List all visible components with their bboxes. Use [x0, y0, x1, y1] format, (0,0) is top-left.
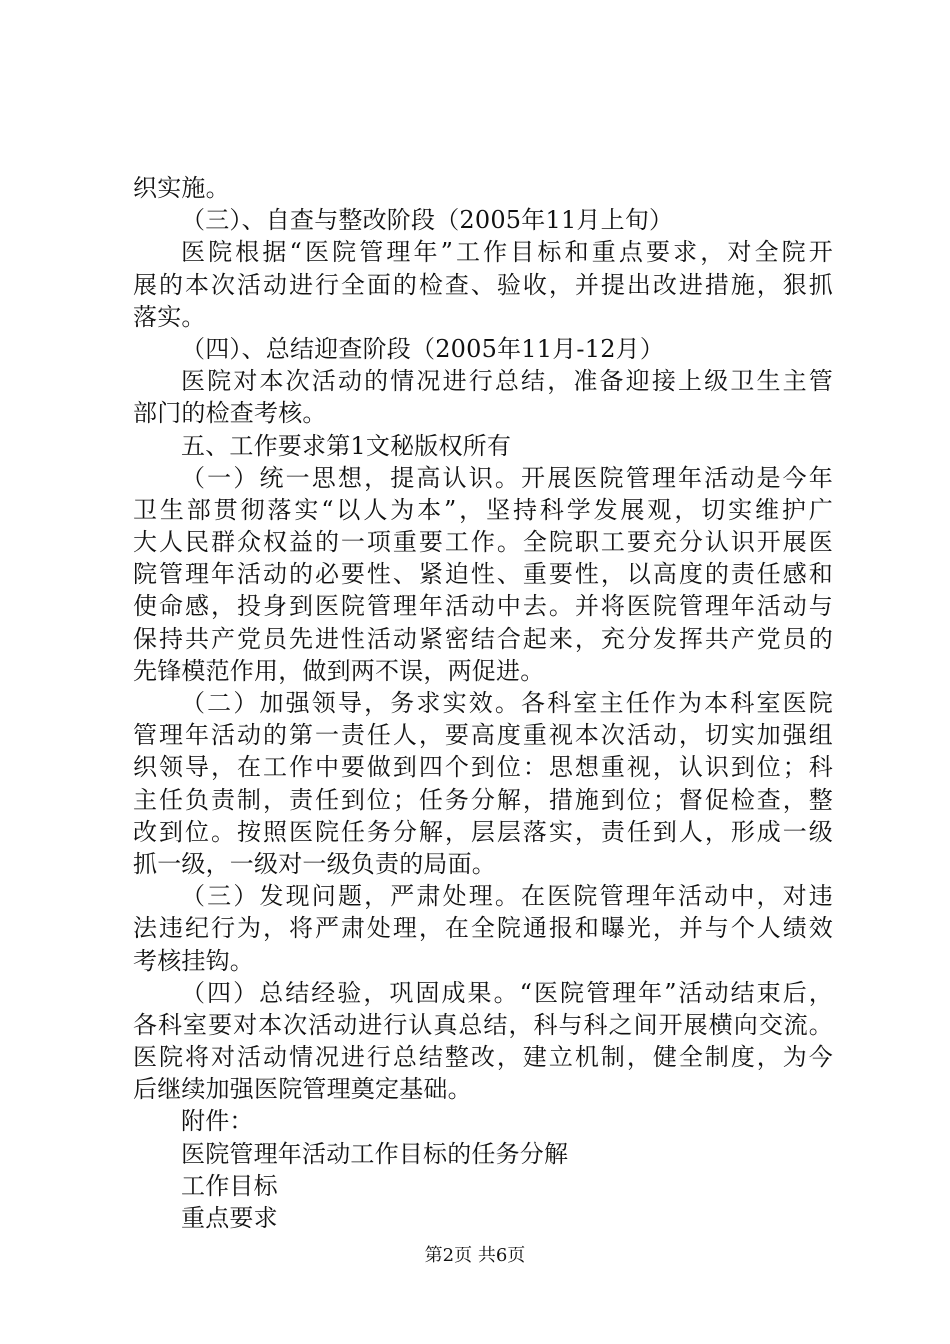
- text-line: 落实。: [133, 302, 206, 331]
- page-footer: 第2页 共6页: [424, 1245, 526, 1266]
- text-line: 医院根据“医院管理年”工作目标和重点要求，对全院开: [181, 238, 833, 267]
- text-line: 后继续加强医院管理奠定基础。: [133, 1075, 472, 1104]
- document-body: [133, 172, 833, 1234]
- text-line: 抓一级，一级对一级负责的局面。: [133, 849, 496, 878]
- text-line: 医院将对活动情况进行总结整改，建立机制，健全制度，为今: [133, 1043, 833, 1072]
- text-line: （四）总结经验，巩固成果。“医院管理年”活动结束后，: [181, 978, 833, 1007]
- text-line: 展的本次活动进行全面的检查、验收，并提出改进措施，狠抓: [133, 270, 833, 299]
- text-line: 考核挂钩。: [133, 946, 254, 975]
- text-line: 织领导，在工作中要做到四个到位：思想重视，认识到位；科: [133, 753, 833, 782]
- text-line: 院管理年活动的必要性、紧迫性、重要性，以高度的责任感和: [133, 560, 833, 589]
- text-line: （三）发现问题，严肃处理。在医院管理年活动中，对违: [181, 882, 833, 911]
- text-line: 法违纪行为，将严肃处理，在全院通报和曝光，并与个人绩效: [133, 914, 833, 943]
- text-line: 五、工作要求第1文秘版权所有: [181, 431, 512, 460]
- text-line: 改到位。按照医院任务分解，层层落实，责任到人，形成一级: [133, 817, 833, 846]
- text-line: 医院管理年活动工作目标的任务分解: [181, 1139, 569, 1168]
- text-line: 使命感，投身到医院管理年活动中去。并将医院管理年活动与: [133, 592, 833, 621]
- text-line: 先锋模范作用，做到两不误，两促进。: [133, 656, 545, 685]
- text-line: 各科室要对本次活动进行认真总结，科与科之间开展横向交流。: [133, 1010, 833, 1039]
- text-line: （一）统一思想，提高认识。开展医院管理年活动是今年: [181, 463, 833, 492]
- text-line: （三）、自查与整改阶段（2005年11月上旬）: [181, 206, 674, 235]
- text-line: （二）加强领导，务求实效。各科室主任作为本科室医院: [181, 689, 833, 717]
- text-line: （四）、总结迎查阶段（2005年11月-12月）: [181, 334, 665, 363]
- text-line: 工作目标: [181, 1171, 278, 1200]
- text-line: 管理年活动的第一责任人，要高度重视本次活动，切实加强组: [133, 721, 833, 750]
- text-line: 织实施。: [133, 174, 230, 202]
- text-line: 保持共产党员先进性活动紧密结合起来，充分发挥共产党员的: [133, 624, 833, 653]
- text-line: 医院对本次活动的情况进行总结，准备迎接上级卫生主管: [181, 367, 833, 396]
- text-line: 主任负责制，责任到位；任务分解，措施到位；督促检查，整: [133, 785, 833, 814]
- text-line: 大人民群众权益的一项重要工作。全院职工要充分认识开展医: [133, 528, 833, 557]
- text-line: 附件：: [181, 1107, 254, 1136]
- text-line: 部门的检查考核。: [133, 399, 327, 428]
- text-line: 卫生部贯彻落实“以人为本”，坚持科学发展观，切实维护广: [133, 495, 833, 524]
- text-line: 重点要求: [181, 1204, 278, 1232]
